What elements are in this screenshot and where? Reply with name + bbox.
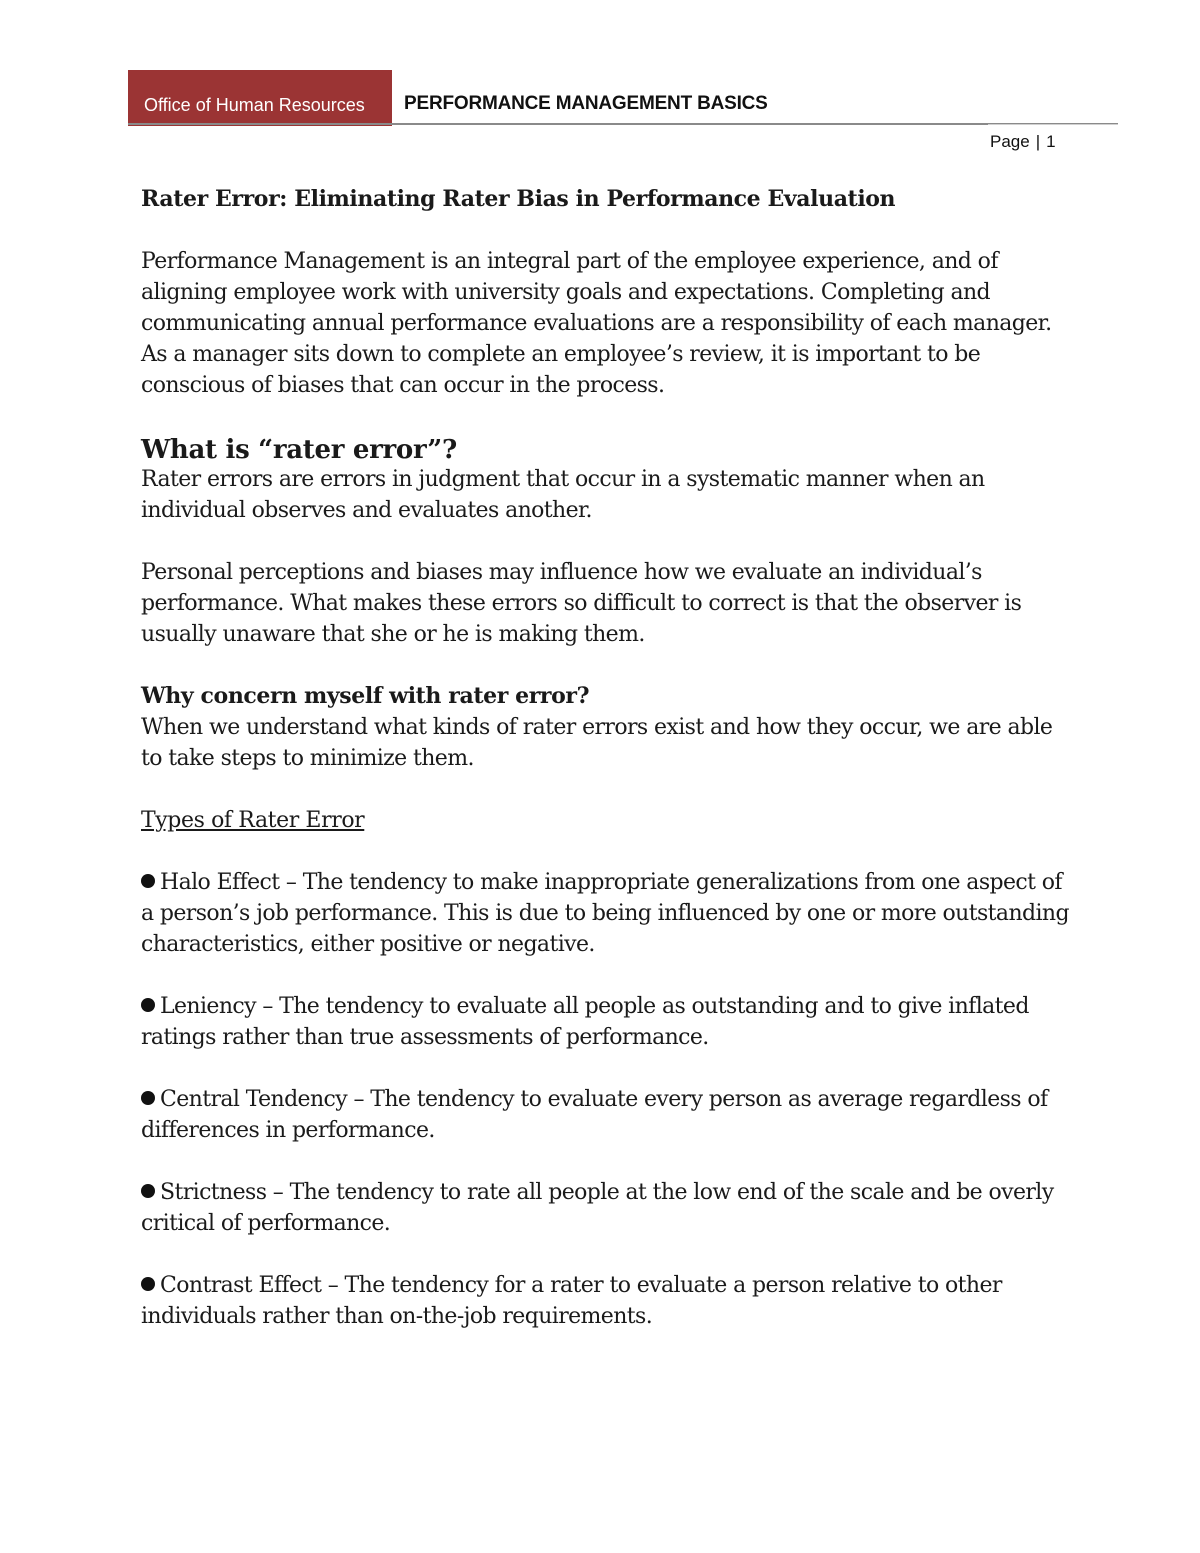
why-heading: Why concern myself with rater error? <box>141 683 590 709</box>
what-heading: What is “rater error”? <box>141 435 457 465</box>
list-item <box>141 1270 1071 1332</box>
bullet-icon <box>141 1091 155 1105</box>
list-item-text: Contrast Effect – The tendency for a rater to evaluate a person relative to other individuals rather than on-the-job requirements. <box>141 1273 1002 1329</box>
list-item-text: Central Tendency – The tendency to evaluate every person as average regardless of differences in performance. <box>141 1087 1048 1143</box>
header-divider <box>128 123 1118 125</box>
list-item <box>141 991 1071 1053</box>
bullet-icon <box>141 874 155 888</box>
intro-paragraph: Performance Management is an integral part of the employee experience, and of aligning employee work with university goals and expectations. Completing and communicating annual performance evaluations are a responsibility of each manager. As a manager sits down to complete an employee’s review, it is important to be conscious of biases that can occur in the process. <box>141 249 1052 398</box>
header-divider-extension <box>988 124 1118 125</box>
page-number <box>990 132 1056 152</box>
page-number-value: 1 <box>1046 132 1056 151</box>
bullet-icon <box>141 998 155 1012</box>
department-label: Office of Human Resources <box>128 70 392 126</box>
what-paragraph-1: Rater errors are errors in judgment that occur in a systematic manner when an individual observes and evaluates another. <box>141 467 985 523</box>
list-item <box>141 1084 1071 1146</box>
list-item-text: Strictness – The tendency to rate all people at the low end of the scale and be overly critical of performance. <box>141 1180 1054 1236</box>
document-body <box>141 184 1071 1332</box>
header-title: PERFORMANCE MANAGEMENT BASICS <box>404 93 768 114</box>
page-separator: | <box>1035 132 1041 151</box>
list-item-text: Halo Effect – The tendency to make inappropriate generalizations from one aspect of a person’s job performance. This is due to being influenced by one or more outstanding characteristics, either positive or negative. <box>141 870 1069 957</box>
document-title: Rater Error: Eliminating Rater Bias in Performance Evaluation <box>141 186 896 212</box>
list-item-text: Leniency – The tendency to evaluate all people as outstanding and to give inflated ratings rather than true assessments of performance. <box>141 994 1029 1050</box>
page-header <box>128 70 1118 126</box>
types-heading: Types of Rater Error <box>141 808 365 833</box>
why-paragraph: When we understand what kinds of rater errors exist and how they occur, we are able to take steps to minimize them. <box>141 715 1053 771</box>
what-paragraph-2: Personal perceptions and biases may influence how we evaluate an individual’s performance. What makes these errors so difficult to correct is that the observer is usually unaware that she or he is making them. <box>141 560 1022 647</box>
list-item <box>141 1177 1071 1239</box>
page-label: Page <box>990 132 1030 151</box>
list-item <box>141 867 1071 960</box>
bullet-icon <box>141 1277 155 1291</box>
bullet-icon <box>141 1184 155 1198</box>
